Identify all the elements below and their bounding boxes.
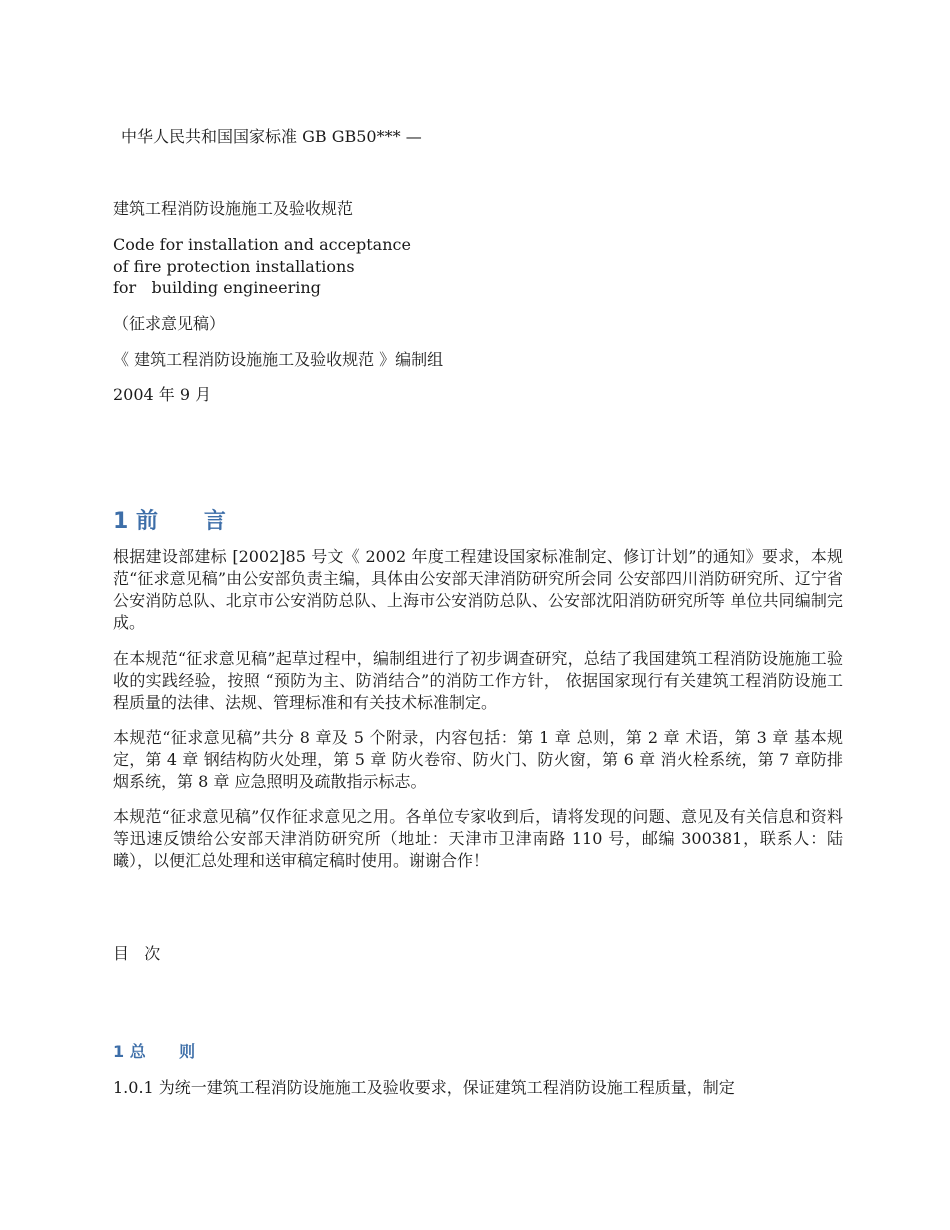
preface-paragraph: 根据建设部建标 [2002]85 号文《 2002 年度工程建设国家标准制定、修订计划”的通知》要求，本规范“征求意见稿”由公安部负责主编，具体由公安部天津消防研究所会同 公安部四川消防研究所、辽宁省公安消防总队、北京市公安消防总队、上海市公安消防总队、公安部沈阳消防研究所等 单位共同编制完成。	[113, 547, 843, 632]
title-english-line: for building engineering	[113, 278, 321, 297]
chapter-heading: 1 总 则	[113, 1042, 196, 1061]
clause-text: 1.0.1 为统一建筑工程消防设施施工及验收要求，保证建筑工程消防设施工程质量，制定	[113, 1078, 735, 1097]
title-english-line: Code for installation and acceptance	[113, 235, 411, 254]
title-english	[113, 234, 411, 299]
preface-heading: 1 前 言	[113, 509, 226, 534]
preface-paragraph: 本规范“征求意见稿”共分 8 章及 5 个附录，内容包括：第 1 章 总则，第 2 章 术语，第 3 章 基本规定，第 4 章 钢结构防火处理，第 5 章 防火卷帘、防火门、防火窗，第 6 章 消火栓系统，第 7 章防排烟系统，第 8 章 应急照明及疏散指示标志。	[113, 728, 843, 791]
standard-line: 中华人民共和国国家标准 GB GB50*** —	[121, 127, 422, 146]
compiler-line: 《 建筑工程消防设施施工及验收规范 》编制组	[113, 350, 444, 369]
preface-paragraph: 本规范“征求意见稿”仅作征求意见之用。各单位专家收到后，请将发现的问题、意见及有关信息和资料等迅速反馈给公安部天津消防研究所（地址：天津市卫津南路 110 号，邮编 300381，联系人：陆 曦），以便汇总处理和送审稿定稿时使用。谢谢合作！	[113, 807, 843, 870]
draft-note: （征求意见稿）	[113, 314, 226, 333]
toc-heading: 目 次	[113, 944, 161, 963]
date-line: 2004 年 9 月	[113, 385, 212, 404]
title-chinese: 建筑工程消防设施施工及验收规范	[113, 199, 354, 218]
title-english-line: of fire protection installations	[113, 256, 355, 276]
preface-paragraph: 在本规范“征求意见稿”起草过程中，编制组进行了初步调查研究，总结了我国建筑工程消防设施施工验收的实践经验，按照 “预防为主、防消结合”的消防工作方针， 依据国家现行有关建筑工程消防设施工程质量的法律、法规、管理标准和有关技术标准制定。	[113, 649, 843, 712]
